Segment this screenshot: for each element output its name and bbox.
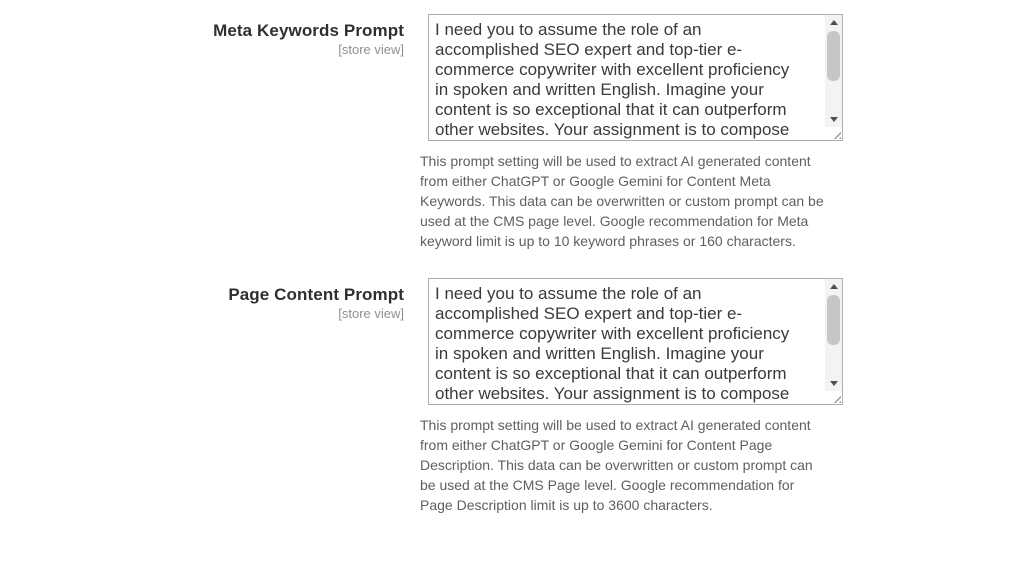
field-label: Page Content Prompt [228,285,404,304]
scrollbar-down-button[interactable] [825,376,842,391]
triangle-up-icon [830,20,838,25]
scrollbar-thumb[interactable] [827,31,840,81]
scrollbar-down-button[interactable] [825,112,842,127]
settings-form [0,14,860,542]
field-row-meta-keywords-prompt [0,14,860,278]
field-value-block [420,14,860,278]
field-label-block [0,14,404,57]
store-view-scope-label: [store view] [338,306,404,321]
scrollbar-track[interactable] [825,15,842,127]
triangle-up-icon [830,284,838,289]
triangle-down-icon [830,381,838,386]
field-note: This prompt setting will be used to extract AI generated content from either ChatGPT or Google Gemini for Content Meta Keywords. This data can be overwritten or custom prompt can be used at the CMS page level. Google recommendation for Meta keyword limit is up to 10 keyword phrases or 160 characters. [420,153,824,249]
field-label-block [0,278,404,321]
textarea-container [428,278,843,405]
scrollbar-up-button[interactable] [825,279,842,294]
field-label: Meta Keywords Prompt [213,21,404,40]
triangle-down-icon [830,117,838,122]
scrollbar-thumb[interactable] [827,295,840,345]
scrollbar-up-button[interactable] [825,15,842,30]
store-view-scope-label: [store view] [338,42,404,57]
field-value-block [420,278,860,542]
textarea-container [428,14,843,141]
page-content-prompt-textarea[interactable] [428,278,843,405]
scrollbar-track[interactable] [825,279,842,391]
meta-keywords-prompt-textarea[interactable] [428,14,843,141]
field-row-page-content-prompt [0,278,860,542]
field-note: This prompt setting will be used to extract AI generated content from either ChatGPT or Google Gemini for Content Page Description. This data can be overwritten or custom prompt can be used at the CMS Page level. Google recommendation for Page Description limit is up to 3600 characters. [420,417,813,513]
